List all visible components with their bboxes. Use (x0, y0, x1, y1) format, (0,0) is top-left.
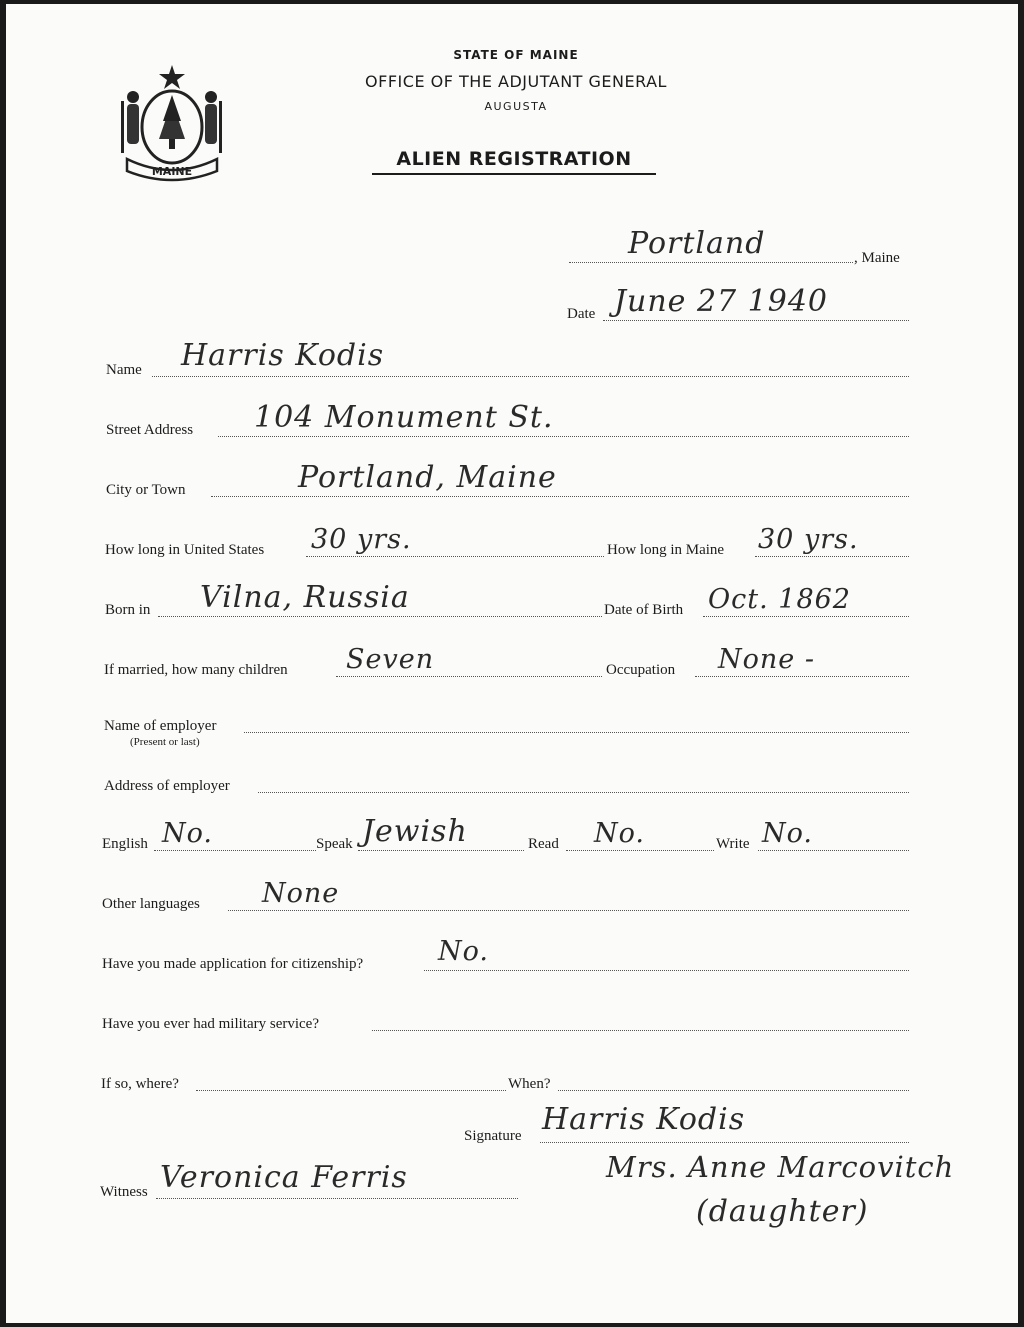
witness-line (156, 1198, 518, 1199)
how-long-us-label: How long in United States (105, 542, 265, 558)
date-line (603, 320, 909, 321)
other-languages-value[interactable]: None (262, 878, 340, 909)
city-or-town-line (211, 496, 909, 497)
employer-name-label: Name of employer (104, 718, 217, 734)
citizenship-value[interactable]: No. (438, 936, 489, 967)
occupation-value[interactable]: None - (718, 644, 815, 675)
born-in-label: Born in (105, 602, 151, 618)
name-line (152, 376, 909, 377)
children-label: If married, how many children (104, 662, 288, 678)
annotation-line1: Mrs. Anne Marcovitch (606, 1150, 955, 1184)
born-in-value[interactable]: Vilna, Russia (200, 580, 410, 615)
signature-line (540, 1142, 909, 1143)
occupation-line (695, 676, 909, 677)
header-city: AUGUSTA (484, 100, 548, 113)
date-of-birth-label: Date of Birth (604, 602, 684, 618)
employer-name-line (244, 732, 909, 733)
place-line (569, 262, 853, 263)
speak-line (358, 850, 524, 851)
write-line (758, 850, 909, 851)
other-languages-line (228, 910, 909, 911)
military-label: Have you ever had military service? (102, 1016, 319, 1032)
citizenship-line (424, 970, 909, 971)
place-suffix: , Maine (854, 250, 900, 266)
signature-label: Signature (464, 1128, 522, 1144)
other-languages-label: Other languages (102, 896, 200, 912)
read-value[interactable]: No. (594, 818, 645, 849)
children-value[interactable]: Seven (346, 644, 435, 675)
write-label: Write (716, 836, 750, 852)
form-title: ALIEN REGISTRATION (372, 148, 656, 175)
speak-value[interactable]: Jewish (362, 814, 468, 849)
street-address-line (218, 436, 909, 437)
how-long-maine-value[interactable]: 30 yrs. (758, 524, 859, 555)
when-line (558, 1090, 909, 1091)
write-value[interactable]: No. (762, 818, 813, 849)
date-of-birth-line (703, 616, 909, 617)
date-label: Date (567, 306, 596, 322)
state-seal-icon (113, 61, 231, 185)
place-value[interactable]: Portland (628, 226, 766, 261)
header-state: STATE OF MAINE (453, 48, 579, 62)
occupation-label: Occupation (606, 662, 676, 678)
svg-text:MAINE: MAINE (151, 165, 193, 178)
children-line (336, 676, 602, 677)
english-value[interactable]: No. (162, 818, 213, 849)
how-long-us-value[interactable]: 30 yrs. (311, 524, 412, 555)
english-label: English (102, 836, 148, 852)
street-address-value[interactable]: 104 Monument St. (254, 400, 554, 435)
witness-value[interactable]: Veronica Ferris (160, 1160, 408, 1195)
if-so-where-label: If so, where? (101, 1076, 179, 1092)
city-or-town-value[interactable]: Portland, Maine (298, 460, 557, 495)
how-long-us-line (306, 556, 604, 557)
date-value[interactable]: June 27 1940 (614, 284, 829, 319)
if-so-where-line (196, 1090, 506, 1091)
employer-address-line (258, 792, 909, 793)
name-value[interactable]: Harris Kodis (181, 338, 385, 373)
header-office: OFFICE OF THE ADJUTANT GENERAL (365, 72, 667, 91)
how-long-maine-line (755, 556, 909, 557)
when-label: When? (508, 1076, 551, 1092)
military-line (372, 1030, 909, 1031)
date-of-birth-value[interactable]: Oct. 1862 (708, 584, 851, 615)
registration-form-page (6, 4, 1018, 1323)
name-label: Name (106, 362, 142, 378)
signature-value[interactable]: Harris Kodis (542, 1102, 746, 1137)
how-long-maine-label: How long in Maine (607, 542, 725, 558)
read-label: Read (528, 836, 559, 852)
born-in-line (158, 616, 602, 617)
speak-label: Speak (316, 836, 353, 852)
city-or-town-label: City or Town (106, 482, 186, 498)
citizenship-label: Have you made application for citizenship? (102, 956, 364, 972)
witness-label: Witness (100, 1184, 148, 1200)
street-address-label: Street Address (106, 422, 194, 438)
english-line (154, 850, 316, 851)
read-line (566, 850, 714, 851)
annotation-line2: (daughter) (696, 1194, 869, 1229)
employer-name-sublabel: (Present or last) (130, 736, 200, 748)
employer-address-label: Address of employer (104, 778, 230, 794)
